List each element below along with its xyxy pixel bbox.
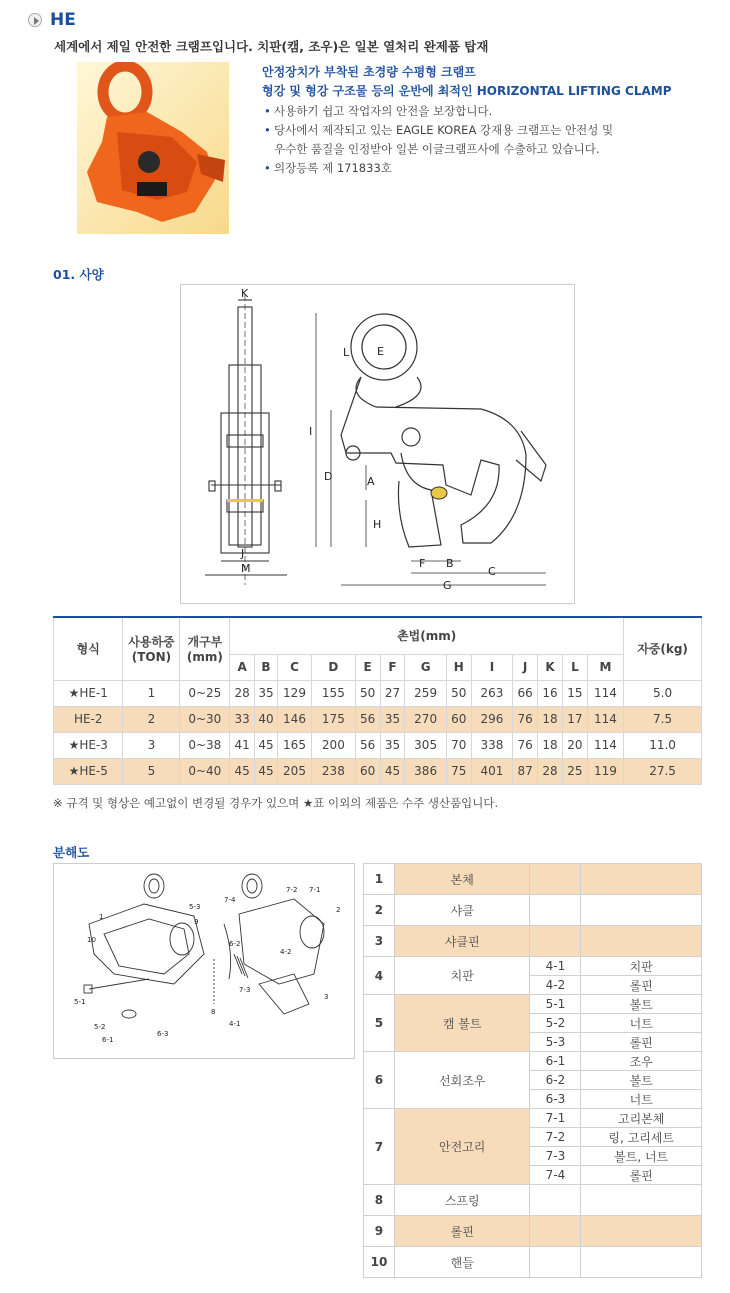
part-callout-7-2: 7-2: [286, 886, 298, 894]
exploded-view-drawing: [53, 863, 355, 1059]
parts-row: [364, 1247, 702, 1278]
spec-cell: 75: [446, 758, 471, 784]
spec-row: [54, 732, 702, 758]
dim-label-d: D: [324, 470, 333, 483]
part-name: 캠 볼트: [394, 995, 530, 1052]
part-sub-number: 5-1: [530, 995, 581, 1014]
spec-cell: 338: [471, 732, 512, 758]
feature-list: [262, 102, 712, 178]
spec-cell: 2: [123, 706, 180, 732]
spec-cell: 114: [587, 680, 623, 706]
intro-headline-2: 형강 및 형강 구조물 등의 운반에 최적인 HORIZONTAL LIFTING CLAMP: [262, 84, 672, 98]
part-callout-5-2: 5-2: [94, 1023, 106, 1031]
part-callout-8: 8: [211, 1008, 216, 1016]
spec-cell: 305: [405, 732, 446, 758]
exploded-section-title: 분해도: [53, 845, 90, 860]
dim-label-k: K: [241, 287, 249, 300]
part-name: 선회조우: [394, 1052, 530, 1109]
spec-cell: 50: [355, 680, 380, 706]
part-sub-name: 링, 고리세트: [581, 1128, 702, 1147]
spec-cell: 3: [123, 732, 180, 758]
dim-label-i: I: [309, 425, 313, 438]
part-number: 5: [364, 995, 395, 1052]
part-sub-number: 7-4: [530, 1166, 581, 1185]
parts-row: [364, 926, 702, 957]
part-sub-number-empty: [530, 926, 581, 957]
feature-item: • 당사에서 제작되고 있는 EAGLE KOREA 강재용 크램프는 안전성 및: [262, 121, 712, 140]
spec-cell: 33: [230, 706, 255, 732]
dim-label-b: B: [446, 557, 454, 570]
clamp-photo-illustration: [77, 62, 229, 234]
spec-cell: 87: [513, 758, 538, 784]
part-callout-7-1: 7-1: [309, 886, 321, 894]
spec-row: [54, 680, 702, 706]
spec-cell: 28: [230, 680, 255, 706]
part-callout-2: 2: [336, 906, 341, 914]
spec-cell: 17: [562, 706, 587, 732]
part-sub-number: 6-3: [530, 1090, 581, 1109]
spec-cell: 259: [405, 680, 446, 706]
spec-cell: 114: [587, 732, 623, 758]
part-sub-name: 롤핀: [581, 976, 702, 995]
spec-cell: 401: [471, 758, 512, 784]
part-sub-name-empty: [581, 1185, 702, 1216]
spec-row: [54, 706, 702, 732]
part-number: 3: [364, 926, 395, 957]
col-header-load: 사용하중 (TON): [123, 617, 180, 680]
part-sub-number: 5-3: [530, 1033, 581, 1052]
spec-cell: 45: [230, 758, 255, 784]
page-title: HE: [50, 10, 76, 30]
dim-col-b: B: [255, 654, 278, 680]
part-sub-name: 치판: [581, 957, 702, 976]
part-sub-name: 너트: [581, 1014, 702, 1033]
part-sub-number: 7-2: [530, 1128, 581, 1147]
spec-cell: 60: [355, 758, 380, 784]
spec-cell: 70: [446, 732, 471, 758]
dim-label-h: H: [373, 518, 382, 531]
part-number: 9: [364, 1216, 395, 1247]
parts-row: [364, 895, 702, 926]
part-sub-name-empty: [581, 926, 702, 957]
spec-cell: 5.0: [624, 680, 702, 706]
part-sub-name: 조우: [581, 1052, 702, 1071]
dim-col-k: K: [538, 654, 563, 680]
part-number: 6: [364, 1052, 395, 1109]
spec-cell: 56: [355, 706, 380, 732]
spec-cell: 386: [405, 758, 446, 784]
dim-label-l: L: [343, 346, 350, 359]
part-number: 1: [364, 864, 395, 895]
part-number: 2: [364, 895, 395, 926]
spec-cell: 238: [312, 758, 356, 784]
part-sub-name-empty: [581, 895, 702, 926]
part-callout-4-1: 4-1: [229, 1020, 241, 1028]
part-sub-name-empty: [581, 1247, 702, 1278]
spec-cell: 41: [230, 732, 255, 758]
part-callout-5-1: 5-1: [74, 998, 86, 1006]
part-sub-number: 6-1: [530, 1052, 581, 1071]
dim-label-c: C: [488, 565, 496, 578]
part-number: 8: [364, 1185, 395, 1216]
spec-cell: 155: [312, 680, 356, 706]
spec-cell: 40: [255, 706, 278, 732]
spec-cell: 28: [538, 758, 563, 784]
spec-cell: 45: [255, 732, 278, 758]
spec-cell: 270: [405, 706, 446, 732]
spec-cell-model: ★HE-3: [54, 732, 123, 758]
spec-note: ※ 규격 및 형상은 예고없이 변경될 경우가 있으며 ★표 이외의 제품은 수주 생산품입니다.: [53, 796, 499, 810]
part-callout-4-2: 4-2: [280, 948, 292, 956]
spec-cell: 76: [513, 732, 538, 758]
spec-cell: 25: [562, 758, 587, 784]
parts-row: [364, 1185, 702, 1216]
spec-row: [54, 758, 702, 784]
spec-cell-model: ★HE-1: [54, 680, 123, 706]
spec-cell: 175: [312, 706, 356, 732]
dim-col-l: L: [562, 654, 587, 680]
dim-col-d: D: [312, 654, 356, 680]
spec-table: [53, 616, 702, 785]
part-number: 10: [364, 1247, 395, 1278]
spec-cell: 35: [380, 706, 405, 732]
page-subtitle: 세계에서 제일 안전한 크램프입니다. 치판(캠, 조우)은 일본 열처리 완제품 탑재: [54, 39, 489, 54]
spec-cell: 56: [355, 732, 380, 758]
spec-cell: 11.0: [624, 732, 702, 758]
dim-col-h: H: [446, 654, 471, 680]
spec-cell: 146: [277, 706, 311, 732]
dim-label-e: E: [377, 345, 384, 358]
dim-label-g: G: [443, 579, 452, 592]
part-name: 샤클핀: [394, 926, 530, 957]
chevron-right-icon: [28, 13, 42, 27]
dim-col-g: G: [405, 654, 446, 680]
part-sub-name: 롤핀: [581, 1166, 702, 1185]
part-name: 샤클: [394, 895, 530, 926]
col-header-model: 형식: [54, 617, 123, 680]
spec-cell: 114: [587, 706, 623, 732]
spec-cell: 20: [562, 732, 587, 758]
part-sub-name-empty: [581, 864, 702, 895]
parts-row: [364, 1052, 702, 1071]
dimension-drawing: [180, 284, 575, 604]
part-name: 본체: [394, 864, 530, 895]
part-callout-6-2: 6-2: [229, 940, 241, 948]
part-sub-name: 너트: [581, 1090, 702, 1109]
spec-table-body: [54, 680, 702, 784]
spec-cell-model: HE-2: [54, 706, 123, 732]
parts-table: [363, 863, 702, 1278]
spec-cell: 35: [255, 680, 278, 706]
part-callout-10: 10: [87, 936, 96, 944]
dim-col-m: M: [587, 654, 623, 680]
part-number: 7: [364, 1109, 395, 1185]
part-callout-3: 3: [324, 993, 329, 1001]
part-callout-6-3: 6-3: [157, 1030, 169, 1038]
part-name: 스프링: [394, 1185, 530, 1216]
parts-row: [364, 995, 702, 1014]
dim-label-j: J: [241, 547, 245, 560]
part-callout-9: 9: [194, 918, 199, 926]
spec-cell: 45: [380, 758, 405, 784]
spec-cell: 0~38: [180, 732, 230, 758]
spec-cell: 0~25: [180, 680, 230, 706]
col-header-weight: 자중(kg): [624, 617, 702, 680]
spec-cell: 18: [538, 732, 563, 758]
spec-cell: 15: [562, 680, 587, 706]
spec-cell: 16: [538, 680, 563, 706]
part-sub-name-empty: [581, 1216, 702, 1247]
part-sub-number: 5-2: [530, 1014, 581, 1033]
parts-row: [364, 1109, 702, 1128]
parts-row: [364, 864, 702, 895]
part-sub-number-empty: [530, 1216, 581, 1247]
spec-cell: 27.5: [624, 758, 702, 784]
part-number: 4: [364, 957, 395, 995]
feature-item: • 의장등록 제 171833호: [262, 159, 712, 178]
dim-col-e: E: [355, 654, 380, 680]
feature-item: • 사용하기 쉽고 작업자의 안전을 보장합니다.: [262, 102, 712, 121]
dim-col-c: C: [277, 654, 311, 680]
part-sub-number: 6-2: [530, 1071, 581, 1090]
part-callout-7-4: 7-4: [224, 896, 236, 904]
spec-cell: 200: [312, 732, 356, 758]
spec-cell: 50: [446, 680, 471, 706]
part-sub-name: 볼트, 너트: [581, 1147, 702, 1166]
spec-section-title: 01. 사양: [53, 267, 104, 282]
dim-label-m: M: [241, 562, 251, 575]
col-header-dims: 촌법(mm): [230, 617, 624, 654]
dim-label-a: A: [367, 475, 375, 488]
spec-cell: 0~30: [180, 706, 230, 732]
part-callout-6-1: 6-1: [102, 1036, 114, 1044]
spec-cell: 7.5: [624, 706, 702, 732]
spec-cell: 60: [446, 706, 471, 732]
dim-col-f: F: [380, 654, 405, 680]
part-callout-7-3: 7-3: [239, 986, 251, 994]
part-sub-name: 볼트: [581, 1071, 702, 1090]
spec-cell: 5: [123, 758, 180, 784]
spec-cell: 296: [471, 706, 512, 732]
part-sub-number: 4-1: [530, 957, 581, 976]
spec-cell: 1: [123, 680, 180, 706]
parts-table-body: [364, 864, 702, 1278]
spec-cell: 18: [538, 706, 563, 732]
part-name: 롤핀: [394, 1216, 530, 1247]
spec-cell: 76: [513, 706, 538, 732]
spec-cell: 129: [277, 680, 311, 706]
parts-row: [364, 1216, 702, 1247]
product-intro: [262, 63, 712, 178]
dim-col-i: I: [471, 654, 512, 680]
spec-cell: 205: [277, 758, 311, 784]
spec-cell: 165: [277, 732, 311, 758]
product-photo: [77, 62, 229, 234]
dim-col-a: A: [230, 654, 255, 680]
part-name: 치판: [394, 957, 530, 995]
part-sub-number-empty: [530, 895, 581, 926]
intro-headline-1: 안정장치가 부착된 초경량 수평형 크램프: [262, 65, 476, 79]
spec-cell: 119: [587, 758, 623, 784]
part-sub-number: 7-3: [530, 1147, 581, 1166]
part-sub-name: 고리본체: [581, 1109, 702, 1128]
spec-cell: 263: [471, 680, 512, 706]
spec-cell: 45: [255, 758, 278, 784]
dim-col-j: J: [513, 654, 538, 680]
part-callout-1: 1: [99, 913, 104, 921]
part-callout-5-3: 5-3: [189, 903, 201, 911]
part-name: 안전고리: [394, 1109, 530, 1185]
part-sub-number-empty: [530, 1185, 581, 1216]
spec-cell: 0~40: [180, 758, 230, 784]
col-header-opening: 개구부 (mm): [180, 617, 230, 680]
part-sub-number: 4-2: [530, 976, 581, 995]
spec-cell: 35: [380, 732, 405, 758]
feature-item-continued: 우수한 품질을 인정받아 일본 이글크램프사에 수출하고 있습니다.: [274, 142, 600, 156]
part-sub-name: 롤핀: [581, 1033, 702, 1052]
part-sub-name: 볼트: [581, 995, 702, 1014]
dim-label-f: F: [419, 557, 426, 570]
page-header: [28, 10, 76, 30]
part-sub-number-empty: [530, 864, 581, 895]
parts-row: [364, 957, 702, 976]
part-sub-number-empty: [530, 1247, 581, 1278]
part-name: 핸들: [394, 1247, 530, 1278]
spec-cell-model: ★HE-5: [54, 758, 123, 784]
part-sub-number: 7-1: [530, 1109, 581, 1128]
spec-cell: 66: [513, 680, 538, 706]
spec-cell: 27: [380, 680, 405, 706]
